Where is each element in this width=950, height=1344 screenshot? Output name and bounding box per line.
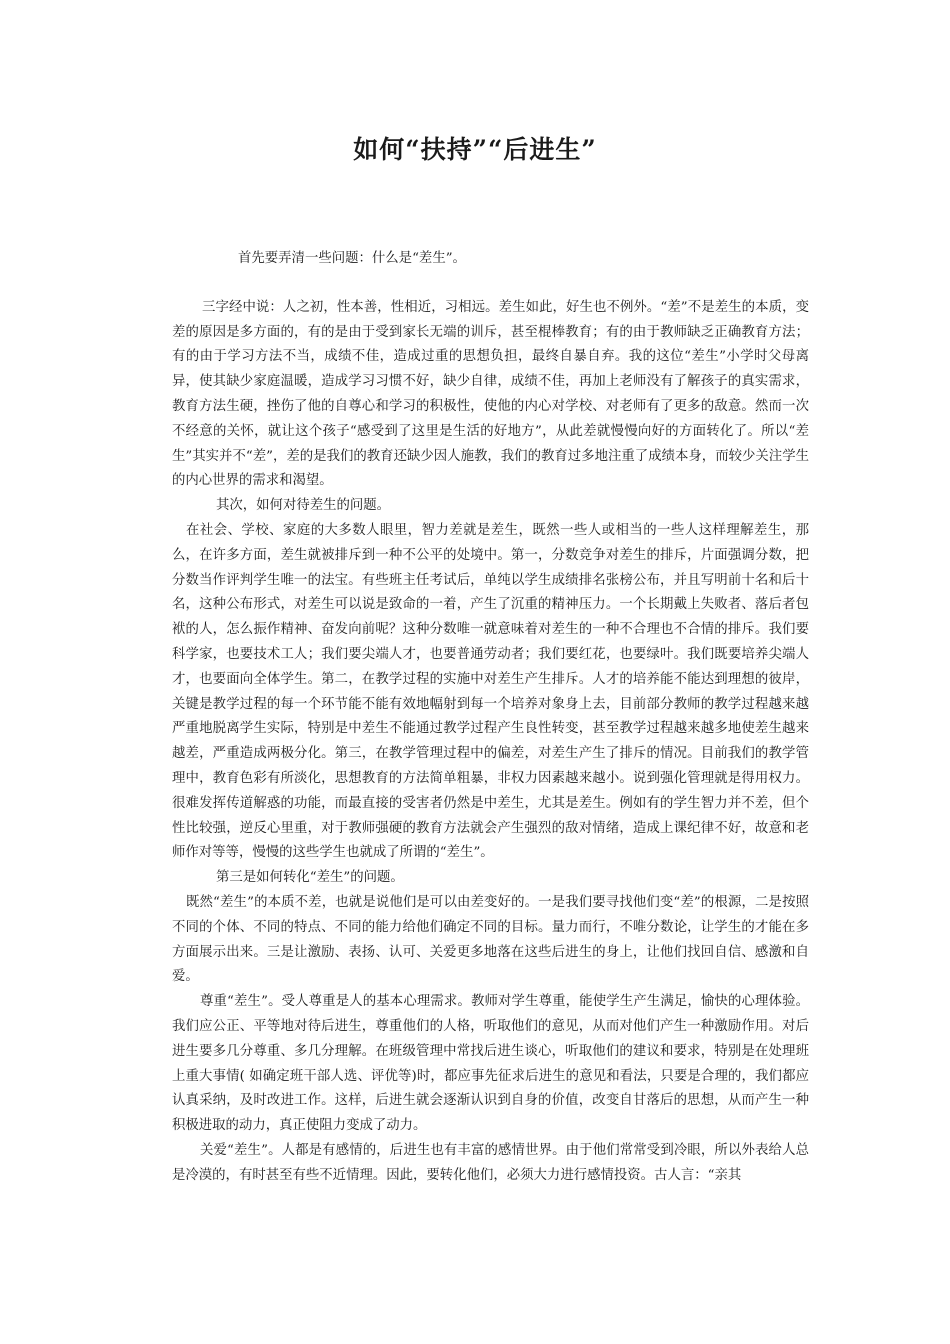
paragraph: 关爱“差生”。人都是有感情的，后进生也有丰富的感情世界。由于他们常常受到冷眼，所以外表给人总是冷漠的，有时甚至有些不近情理。因此，要转化他们，必须大力进行感情投资。古人言：“亲其 bbox=[172, 1142, 809, 1183]
paragraph: 在社会、学校、家庭的大多数人眼里，智力差就是差生，既然一些人或相当的一些人这样理解差生，那么，在许多方面，差生就被排斥到一种不公平的处境中。第一，分数竞争对差生的排斥，片面强调分数，把分数当作评判学生唯一的法宝。有些班主任考试后，单纯以学生成绩排名张榜公布，并且写明前十名和后十名，这种公布形式，对差生可以说是致命的一着，产生了沉重的精神压力。一个长期戴上失败者、落后者包袱的人，怎么振作精神、奋发向前呢？这种分数唯一就意味着对差生的一种不合理也不合情的排斥。我们要科学家，也要技术工人；我们要尖端人才，也要普通劳动者；我们要红花，也要绿叶。我们既要培养尖端人才，也要面向全体学生。第二，在教学过程的实施中对差生产生排斥。人才的培养能不能达到理想的彼岸，关键是教学过程的每一个环节能不能有效地幅射到每一个培养对象身上去，目前部分教师的教学过程越来越严重地脱离学生实际，特别是中差生不能通过教学过程产生良性转变，甚至教学过程越来越多地使差生越来越差，严重造成两极分化。第三，在教学管理过程中的偏差，对差生产生了排斥的情况。目前我们的教学管理中，教育色彩有所淡化，思想教育的方法简单粗暴，非权力因素越来越小。说到强化管理就是得用权力。很难发挥传道解惑的功能，而最直接的受害者仍然是中差生，尤其是差生。例如有的学生智力并不差，但个性比较强，逆反心里重，对于教师强硬的教育方法就会产生强烈的敌对情绪，造成上课纪律不好，故意和老师作对等等，慢慢的这些学生也就成了所谓的“差生”。 bbox=[172, 522, 809, 861]
document-body bbox=[172, 247, 809, 1188]
paragraph: 既然“差生”的本质不差，也就是说他们是可以由差变好的。一是我们要寻找他们变“差”的根源，二是按照不同的个体、不同的特点、不同的能力给他们确定不同的目标。量力而行，不唯分数论，让学生的才能在多方面展示出来。三是让激励、表扬、认可、关爱更多地落在这些后进生的身上，让他们找回自信、感激和自爱。 bbox=[172, 894, 809, 985]
paragraph: 三字经中说：人之初，性本善，性相近，习相远。差生如此，好生也不例外。“差”不是差生的本质，变差的原因是多方面的，有的是由于受到家长无端的训斥，甚至棍棒教育；有的由于教师缺乏正确教育方法；有的由于学习方法不当，成绩不佳，造成过重的思想负担，最终自暴自弃。我的这位“差生”小学时父母离异，使其缺少家庭温暖，造成学习习惯不好，缺少自律，成绩不佳，再加上老师没有了解孩子的真实需求，教育方法生硬，挫伤了他的自尊心和学习的积极性，使他的内心对学校、对老师有了更多的敌意。然而一次不经意的关怀，就让这个孩子“感受到了这里是生活的好地方”，从此差就慢慢向好的方面转化了。所以“差生”其实并不“差”，差的是我们的教育还缺少因人施教，我们的教育过多地注重了成绩本身，而较少关注学生的内心世界的需求和渴望。 bbox=[172, 299, 809, 489]
document-title: 如何“扶持”“后进生” bbox=[353, 135, 597, 164]
paragraph-question-1: 首先要弄清一些问题：什么是“差生”。 bbox=[238, 251, 466, 266]
paragraph-question-3: 第三是如何转化“差生”的问题。 bbox=[216, 870, 404, 886]
paragraph-spacer bbox=[172, 272, 809, 296]
paragraph-question-2: 其次，如何对待差生的问题。 bbox=[216, 498, 391, 514]
paragraph: 尊重“差生”。受人尊重是人的基本心理需求。教师对学生尊重，能使学生产生满足，愉快的心理体验。我们应公正、平等地对待后进生，尊重他们的人格，听取他们的意见，从而对他们产生一种激励作用。对后进生要多几分尊重、多几分理解。在班级管理中常找后进生谈心，听取他们的建议和要求，特别是在处理班上重大事情( 如确定班干部人选、评优等)时，都应事先征求后进生的意见和看法，只要是合理的，我们都应认真采纳，及时改进工作。这样，后进生就会逐渐认识到自身的价值，改变自甘落后的思想，从而产生一种积极进取的动力，真正使阻力变成了动力。 bbox=[172, 994, 809, 1134]
